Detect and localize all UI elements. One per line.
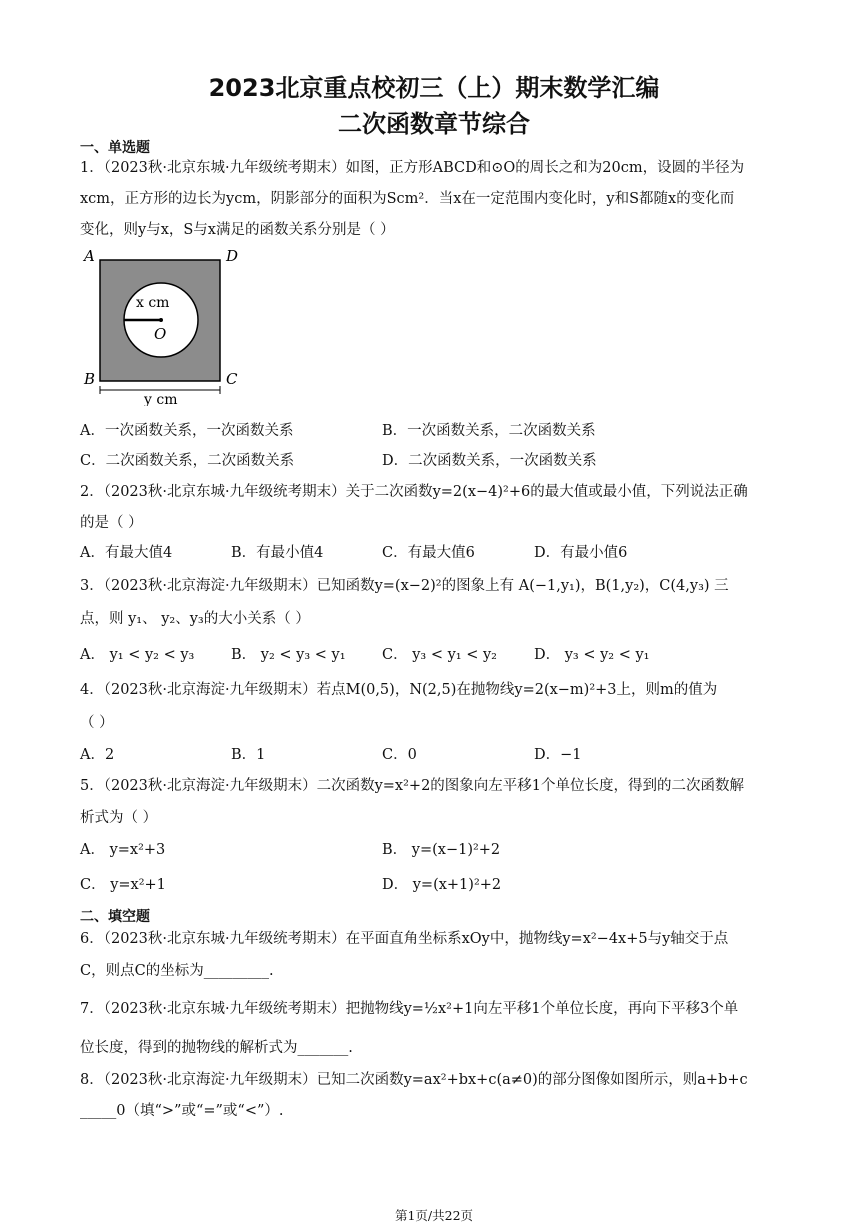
q5-stem-line2: 析式为（ ） [80,810,158,826]
section-heading-single-choice: 一、单选题 [80,140,150,156]
label-o: O [154,325,167,343]
q4-option-c: C．0 [382,747,417,763]
q1-figure [80,244,250,406]
q1-stem-line3: 变化，则y与x，S与x满足的函数关系分别是（ ） [80,222,395,238]
q1-stem-line1: 1．（2023秋·北京东城·九年级统考期末）如图，正方形ABCD和⊙O的周长之和为20cm，设圆的半径为 [80,160,745,176]
q1-option-d: D．二次函数关系，一次函数关系 [382,453,597,469]
section-heading-fill-blank: 二、填空题 [80,909,150,925]
q1-option-b: B．一次函数关系，二次函数关系 [382,423,596,439]
q5-option-b: B． y=(x−1)²+2 [382,842,501,858]
q5-option-d: D． y=(x+1)²+2 [382,877,502,893]
q2-option-d: D．有最小值6 [534,545,628,561]
q4-option-a: A．2 [80,747,115,763]
q2-option-b: B．有最小值4 [231,545,324,561]
q1-stem-line2: xcm，正方形的边长为ycm，阴影部分的面积为Scm²．当x在一定范围内变化时，y和S都随x的变化而 [80,191,735,207]
q4-stem-line2: （ ） [80,715,114,731]
q3-option-b: B． y₂ < y₃ < y₁ [231,647,346,663]
label-d: D [226,247,239,265]
q2-option-c: C．有最大值6 [382,545,475,561]
center-point [159,318,163,322]
q4-option-d: D．−1 [534,747,582,763]
page-subtitle: 二次函数章节综合 [338,110,530,138]
q8-stem-line1: 8．（2023秋·北京海淀·九年级期末）已知二次函数y=ax²+bx+c(a≠0)的部分图像如图所示，则a+b+c [80,1072,748,1088]
label-b: B [84,370,96,388]
q2-stem-line1: 2．（2023秋·北京东城·九年级统考期末）关于二次函数y=2(x−4)²+6的最大值或最小值，下列说法正确 [80,484,748,500]
q6-stem-line1: 6．（2023秋·北京东城·九年级统考期末）在平面直角坐标系xOy中，抛物线y=x²−4x+5与y轴交于点 [80,931,729,947]
q3-option-a: A． y₁ < y₂ < y₃ [80,647,195,663]
label-c: C [226,370,238,388]
q1-option-c: C．二次函数关系，二次函数关系 [80,453,295,469]
q7-stem-line2: 位长度，得到的抛物线的解析式为_______. [80,1040,353,1056]
label-side: y cm [144,392,178,406]
q5-option-a: A． y=x²+3 [80,842,166,858]
q1-option-a: A．一次函数关系，一次函数关系 [80,423,294,439]
q3-stem-line2: 点，则 y₁、 y₂、y₃的大小关系（ ） [80,611,310,627]
q2-stem-line2: 的是（ ） [80,515,143,531]
q8-stem-line2: _____0（填“>”或“=”或“<”）. [80,1103,284,1119]
q3-option-c: C． y₃ < y₁ < y₂ [382,647,497,663]
q3-stem-line1: 3．（2023秋·北京海淀·九年级期末）已知函数y=(x−2)²的图象上有 A(−1,y₁)，B(1,y₂)，C(4,y₃) 三 [80,578,729,594]
q3-option-d: D． y₃ < y₂ < y₁ [534,647,650,663]
q4-option-b: B．1 [231,747,266,763]
q7-stem-line1: 7．（2023秋·北京东城·九年级统考期末）把抛物线y=½x²+1向左平移1个单位长度，再向下平移3个单 [80,1001,739,1017]
page-title: 2023北京重点校初三（上）期末数学汇编 [208,74,660,102]
q6-stem-line2: C，则点C的坐标为_________. [80,963,274,979]
page-footer: 第1页/共22页 [394,1208,474,1223]
label-a: A [84,247,95,265]
label-radius: x cm [136,295,170,311]
q4-stem-line1: 4．（2023秋·北京海淀·九年级期末）若点M(0,5)，N(2,5)在抛物线y=2(x−m)²+3上，则m的值为 [80,682,718,698]
q2-option-a: A．有最大值4 [80,545,173,561]
q5-option-c: C． y=x²+1 [80,877,166,893]
q5-stem-line1: 5．（2023秋·北京海淀·九年级期末）二次函数y=x²+2的图象向左平移1个单位长度，得到的二次函数解 [80,778,745,794]
